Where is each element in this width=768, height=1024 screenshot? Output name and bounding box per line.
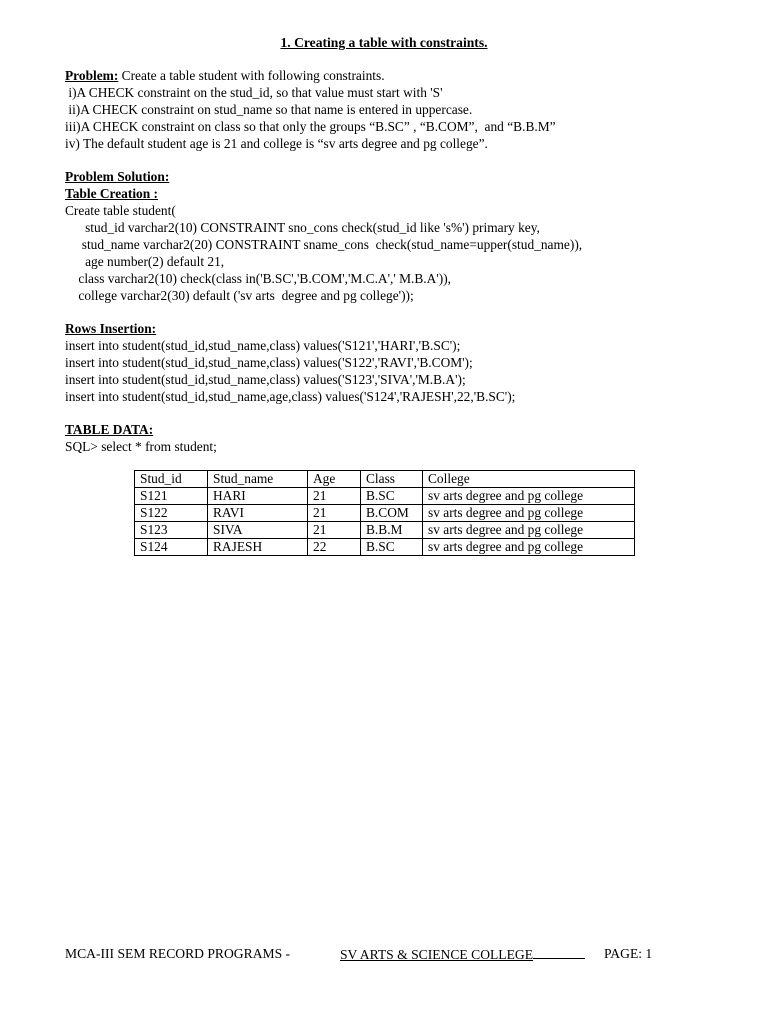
document-title: 1. Creating a table with constraints. — [280, 35, 488, 50]
table-row — [135, 522, 635, 539]
table-cell: B.COM — [361, 505, 423, 522]
rows-insertion-heading: Rows Insertion: — [65, 321, 157, 336]
create-line-5: class varchar2(10) check(class in('B.SC','B.COM','M.C.A',' M.B.A')), — [65, 271, 452, 286]
table-cell: B.SC — [361, 488, 423, 505]
table-data-heading: TABLE DATA: — [65, 422, 154, 437]
problem-text: Create a table student with following constraints. — [118, 68, 385, 83]
sql-query: SQL> select * from student; — [65, 439, 217, 454]
table-cell: sv arts degree and pg college — [423, 522, 635, 539]
header-cell: Stud_id — [135, 471, 208, 488]
footer-underline — [533, 946, 585, 959]
table-cell: S121 — [135, 488, 208, 505]
table-cell: sv arts degree and pg college — [423, 488, 635, 505]
table-cell: S124 — [135, 539, 208, 556]
table-cell: sv arts degree and pg college — [423, 505, 635, 522]
insert-line-2: insert into student(stud_id,stud_name,class) values('S122','RAVI','B.COM'); — [65, 355, 473, 370]
problem-item-1: i)A CHECK constraint on the stud_id, so that value must start with 'S' — [65, 85, 443, 100]
problem-item-4: iv) The default student age is 21 and college is “sv arts degree and pg college”. — [65, 136, 488, 151]
table-cell: RAVI — [208, 505, 308, 522]
table-cell: 21 — [308, 505, 361, 522]
problem-line — [65, 67, 385, 84]
create-line-2: stud_id varchar2(10) CONSTRAINT sno_cons check(stud_id like 's%') primary key, — [65, 220, 540, 235]
create-line-1: Create table student( — [65, 203, 176, 218]
table-cell: SIVA — [208, 522, 308, 539]
insert-line-3: insert into student(stud_id,stud_name,class) values('S123','SIVA','M.B.A'); — [65, 372, 466, 387]
solution-heading: Problem Solution: — [65, 169, 170, 184]
table-cell: sv arts degree and pg college — [423, 539, 635, 556]
header-cell: Age — [308, 471, 361, 488]
table-cell: RAJESH — [208, 539, 308, 556]
student-table — [134, 470, 635, 556]
table-row — [135, 539, 635, 556]
create-line-4: age number(2) default 21, — [65, 254, 225, 269]
footer-page-number: PAGE: 1 — [604, 946, 653, 961]
footer-college-name: SV ARTS & SCIENCE COLLEGE — [340, 947, 534, 962]
table-header-row — [135, 471, 635, 488]
header-cell: Stud_name — [208, 471, 308, 488]
table-cell: 22 — [308, 539, 361, 556]
footer-middle — [340, 946, 585, 963]
problem-item-2: ii)A CHECK constraint on stud_name so that name is entered in uppercase. — [65, 102, 473, 117]
table-cell: B.SC — [361, 539, 423, 556]
create-line-3: stud_name varchar2(20) CONSTRAINT sname_cons check(stud_name=upper(stud_name)), — [65, 237, 583, 252]
table-cell: S122 — [135, 505, 208, 522]
problem-item-3: iii)A CHECK constraint on class so that only the groups “B.SC” , “B.COM”, and “B.B.M” — [65, 119, 556, 134]
insert-line-1: insert into student(stud_id,stud_name,class) values('S121','HARI','B.SC'); — [65, 338, 461, 353]
table-cell: S123 — [135, 522, 208, 539]
table-cell: 21 — [308, 488, 361, 505]
header-cell: Class — [361, 471, 423, 488]
table-cell: 21 — [308, 522, 361, 539]
table-row — [135, 488, 635, 505]
create-line-6: college varchar2(30) default ('sv arts degree and pg college')); — [65, 288, 414, 303]
footer-left: MCA-III SEM RECORD PROGRAMS - — [65, 946, 291, 961]
table-cell: B.B.M — [361, 522, 423, 539]
table-row — [135, 505, 635, 522]
header-cell: College — [423, 471, 635, 488]
table-cell: HARI — [208, 488, 308, 505]
insert-line-4: insert into student(stud_id,stud_name,age,class) values('S124','RAJESH',22,'B.SC'); — [65, 389, 516, 404]
problem-label: Problem: — [65, 68, 119, 83]
table-creation-heading: Table Creation : — [65, 186, 158, 201]
